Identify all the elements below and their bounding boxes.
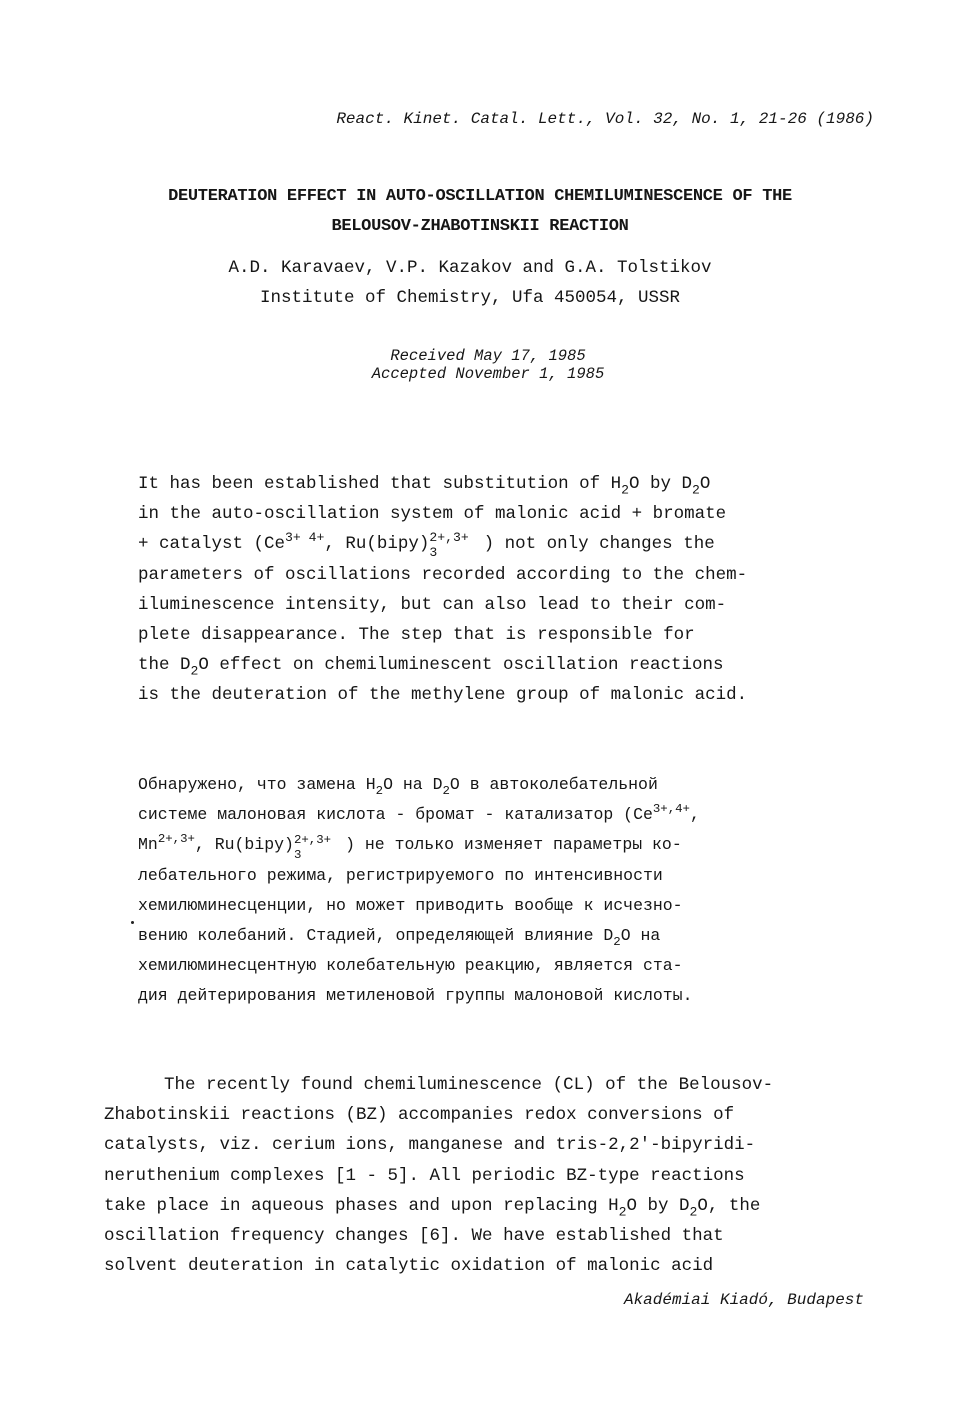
abstract-english — [138, 469, 747, 711]
abstract-ru-line: хемилюминесценции, но может приводить вообще к исчезно- — [138, 895, 683, 915]
body-paragraph — [104, 1070, 773, 1281]
abstract-en-line: iluminescence intensity, but can also lead to their com- — [138, 594, 727, 615]
abstract-russian — [138, 770, 700, 1012]
received-date: Received May 17, 1985 — [390, 347, 586, 365]
author-affiliation: Institute of Chemistry, Ufa 450054, USSR — [259, 288, 681, 308]
abstract-ru-line: системе малоновая кислота - бромат - катализатор ($Ce^{3+,4+}$, — [138, 802, 700, 825]
submission-dates — [0, 347, 976, 383]
title-line-2: BELOUSOV-ZHABOTINSKII REACTION — [331, 217, 629, 236]
abstract-en-line: the $D_2O$ effect on chemiluminescent oscillation reactions — [138, 655, 724, 679]
publisher-footer: Akadémiai Kiadó, Budapest — [623, 1291, 864, 1309]
abstract-en-line: is the deuteration of the methylene group of malonic acid. — [138, 685, 748, 706]
accepted-date: Accepted November 1, 1985 — [371, 365, 605, 383]
body-line: take place in aqueous phases and upon replacing $H_2O$ by $D_2O$, the — [104, 1195, 761, 1220]
body-line: solvent deuteration in catalytic oxidation of malonic acid — [104, 1256, 714, 1277]
abstract-en-line: It has been established that substitution of $H_2O$ by $D_2O$ — [138, 474, 711, 498]
abstract-ru-line: Обнаружено, что замена $H_2O$ на $D_2O$ в автоколебательной — [138, 775, 658, 798]
body-line: Zhabotinskii reactions (BZ) accompanies redox conversions of — [104, 1105, 735, 1126]
abstract-en-line: in the auto-oscillation system of malonic acid + bromate — [138, 504, 727, 525]
abstract-ru-line: дия дейтерирования метиленовой группы малоновой кислоты. — [138, 986, 693, 1006]
abstract-ru-line: $Mn^{2+,3+}$, Ru(bipy) 2+,3+ 3 ) не только изменяет параметры ко- — [138, 832, 682, 862]
body-line: oscillation frequency changes [6]. We have established that — [104, 1226, 724, 1247]
abstract-en-line: + catalyst ($Ce^{3+ 4+}$, Ru(bipy) 2+,3+ 3 ) not only changes the — [138, 530, 715, 561]
body-line: The recently found chemiluminescence (CL) of the Belousov- — [164, 1075, 774, 1095]
title-line-1: DEUTERATION EFFECT IN AUTO-OSCILLATION CHEMILUMINESCENCE OF THE — [168, 187, 792, 206]
journal-reference: React. Kinet. Catal. Lett., Vol. 32, No. 1, 21-26 (1986) — [336, 110, 874, 128]
paper-title — [0, 182, 960, 242]
scan-speck — [131, 921, 134, 924]
abstract-ru-line: хемилюминесцентную колебательную реакцию, является ста- — [138, 956, 683, 976]
abstract-en-line: parameters of oscillations recorded according to the chem- — [138, 564, 748, 585]
author-names: A.D. Karavaev, V.P. Kazakov and G.A. Tolstikov — [228, 258, 712, 278]
body-line: neruthenium complexes [1 - 5]. All periodic BZ-type reactions — [104, 1165, 745, 1186]
author-block — [0, 253, 940, 313]
body-line: catalysts, viz. cerium ions, manganese and tris-2,2'-bipyridi- — [104, 1135, 756, 1156]
abstract-ru-line: лебательного режима, регистрируемого по интенсивности — [138, 865, 663, 885]
abstract-en-line: plete disappearance. The step that is responsible for — [138, 625, 695, 646]
abstract-ru-line: вению колебаний. Стадией, определяющей влияние $D_2O$ на — [138, 926, 661, 949]
